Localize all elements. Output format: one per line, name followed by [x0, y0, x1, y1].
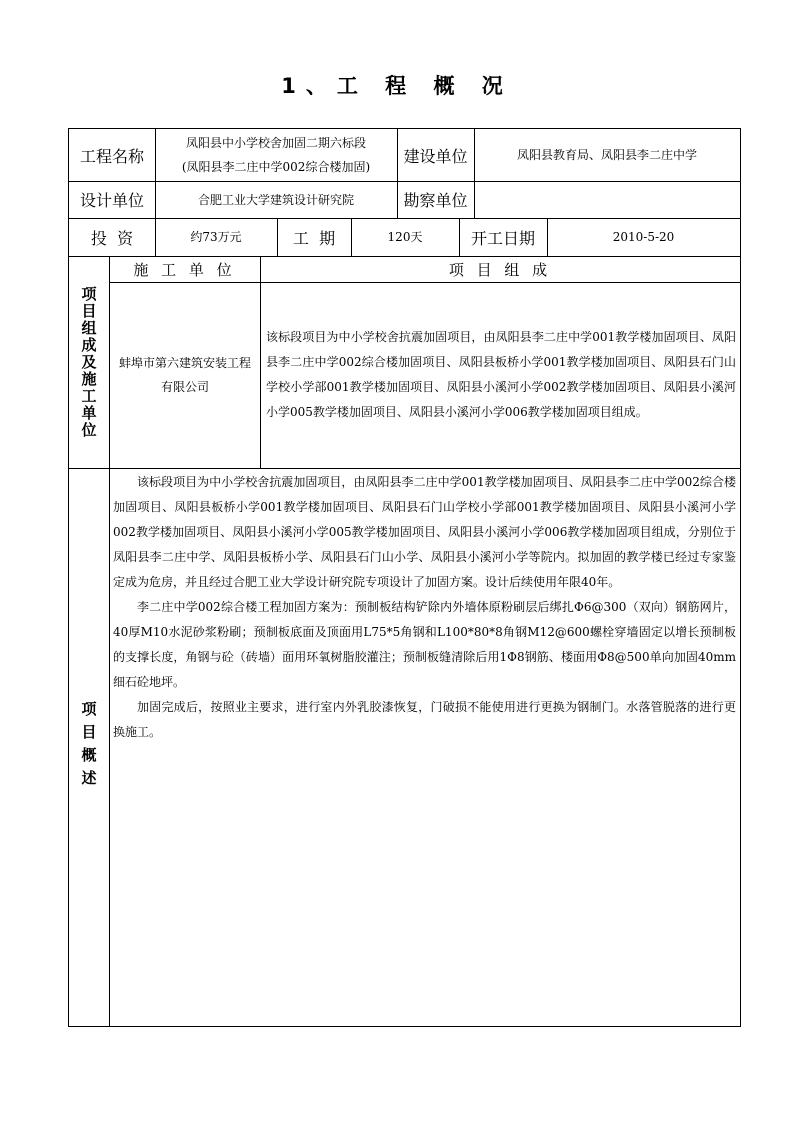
- duration-label: 工 期: [292, 228, 336, 248]
- project-name-label: 工程名称: [79, 146, 144, 166]
- design-unit-value: 合肥工业大学建筑设计研究院: [197, 192, 354, 207]
- investment-value: 约73万元: [190, 230, 242, 244]
- composition-text: 该标段项目为中小学校舍抗震加固项目，由凤阳县李二庄中学001教学楼加固项目、凤阳县李二庄中学002综合楼加固项目、凤阳县板桥小学001教学楼加固项目、凤阳县石门山学校小学部001教学楼加固项目、凤阳县小溪河小学002教学楼加固项目、凤阳县小溪河小学005教学楼加固项目、凤阳县小溪河小学006教学楼加固项目组成。: [266, 330, 736, 419]
- overview-paragraph: 李二庄中学002综合楼工程加固方案为：预制板结构铲除内外墙体原粉刷层后绑扎Φ6@300（双向）钢筋网片， 40厚M10水泥砂浆粉刷；预制板底面及顶面用L75*5角钢和L100*80*8角钢M12@600螺栓穿墙固定以增长预制板的支撑长度，角钢与砼（砖墙）面用环氧树脂胶灌注；预制板缝清除后用1Φ8钢筋、楼面用Φ8@500单向加固40mm细石砼地坪。: [113, 600, 736, 689]
- composition-side-label-cell: [69, 256, 109, 468]
- overview-paragraph: 加固完成后，按照业主要求，进行室内外乳胶漆恢复，门破损不能使用进行更换为钢制门。水落管脱落的进行更换施工。: [113, 700, 736, 739]
- document-title: 1、工 程 概 况: [281, 74, 513, 98]
- survey-unit-value: [474, 181, 740, 218]
- project-name-line2: (凤阳县李二庄中学002综合楼加固): [181, 160, 371, 174]
- overview-paragraph: 该标段项目为中小学校舍抗震加固项目，由凤阳县李二庄中学001教学楼加固项目、凤阳县李二庄中学002综合楼加固项目、凤阳县板桥小学001教学楼加固项目、凤阳县石门山学校小学部001教学楼加固项目、凤阳县小溪河小学002教学楼加固项目、凤阳县小溪河小学005教学楼加固项目、凤阳县小溪河小学006教学楼加固项目组成，分别位于凤阳县李二庄中学、凤阳县板桥小学、凤阳县石门山小学、凤阳县小溪河小学等院内。拟加固的教学楼已经过专家鉴定成为危房，并且经过合肥工业大学设计研究院专项设计了加固方案。设计后续使用年限40年。: [113, 475, 736, 589]
- composition-side-label: 项目组成及施工单位: [79, 285, 98, 439]
- start-date-label: 开工日期: [470, 228, 535, 248]
- design-unit-label: 设计单位: [79, 191, 144, 210]
- project-name-value: [155, 129, 397, 181]
- overview-side-label: 项目概述: [79, 701, 98, 793]
- project-name-line1: 凤阳县中小学校舍加固二期六标段: [185, 136, 366, 150]
- project-overview-table: [68, 128, 741, 1027]
- overview-body: [113, 470, 736, 745]
- build-unit-label: 建设单位: [403, 146, 468, 166]
- overview-side-label-cell: [69, 468, 109, 1026]
- duration-value: 120天: [387, 230, 423, 244]
- investment-label: 投 资: [90, 228, 134, 248]
- contractor-value: 蚌埠市第六建筑安装工程有限公司: [118, 356, 251, 394]
- composition-header: 项 目 组 成: [448, 260, 552, 279]
- contractor-header: 施 工 单 位: [133, 260, 236, 279]
- survey-unit-label: 勘察单位: [403, 191, 468, 210]
- build-unit-value: 凤阳县教育局、凤阳县李二庄中学: [516, 148, 697, 162]
- start-date-value: 2010-5-20: [612, 230, 675, 244]
